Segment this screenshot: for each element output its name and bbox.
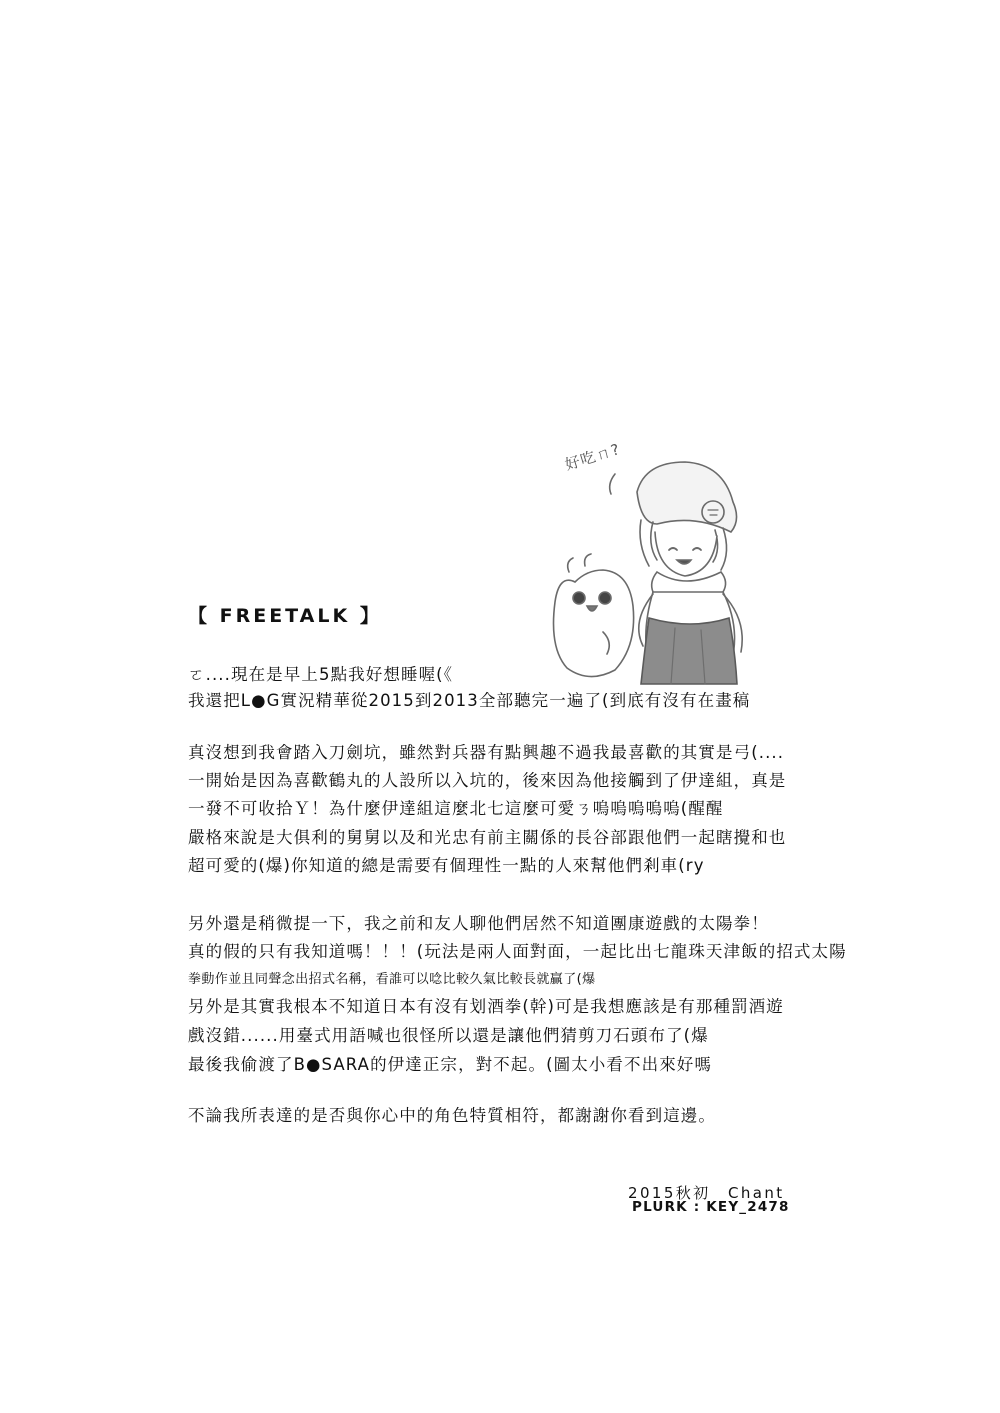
text-line: 拳動作並且同聲念出招式名稱，看誰可以唸比較久氣比較長就贏了(爆 <box>188 972 596 987</box>
text-line: 另外是其實我根本不知道日本有沒有划酒拳(幹)可是我想應該是有那種罰酒遊 <box>188 997 784 1016</box>
signature-plurk-id: PLURK : KEY_2478 <box>632 1199 790 1215</box>
text-line: 嚴格來說是大俱利的舅舅以及和光忠有前主關係的長谷部跟他們一起瞎攪和也 <box>188 828 787 847</box>
speech-tail <box>610 474 615 494</box>
page-title: 【 FREETALK 】 <box>188 605 382 627</box>
text-line: ㄛ....現在是早上5點我好想睡喔(《 <box>188 665 454 684</box>
text-line: 一發不可收拾Ｙ！為什麼伊達組這麼北七這麼可愛ㄋ嗚嗚嗚嗚嗚(醒醒 <box>188 799 724 818</box>
character-hat <box>637 462 737 532</box>
text-line: 真的假的只有我知道嗎！！！(玩法是兩人面對面，一起比出七龍珠天津飯的招式太陽 <box>188 942 847 961</box>
signature-date-author: 2015秋初 Chant <box>628 1184 785 1202</box>
text-line: 最後我偷渡了B●SARA的伊達正宗，對不起。(圖太小看不出來好嗎 <box>188 1055 713 1074</box>
text-line: 真沒想到我會踏入刀劍坑，雖然對兵器有點興趣不過我最喜歡的其實是弓(.... <box>188 743 785 762</box>
chibi-illustration <box>545 432 785 692</box>
speech-text: 好吃ㄇ? <box>562 440 623 474</box>
text-line: 一開始是因為喜歡鶴丸的人設所以入坑的，後來因為他接觸到了伊達組，真是 <box>188 771 787 790</box>
owl-body <box>554 570 634 677</box>
owl-eye-left <box>573 592 585 604</box>
owl-eye-right <box>599 592 611 604</box>
text-line: 不論我所表達的是否與你心中的角色特質相符，都謝謝你看到這邊。 <box>188 1106 716 1125</box>
text-line: 超可愛的(爆)你知道的總是需要有個理性一點的人來幫他們剎車(ry <box>188 856 705 875</box>
text-line: 我還把L●G實況精華從2015到2013全部聽完一遍了(到底有沒有在畫稿 <box>188 691 751 710</box>
text-line: 另外還是稍微提一下，我之前和友人聊他們居然不知道團康遊戲的太陽拳！ <box>188 914 769 933</box>
character-hakama <box>641 618 737 684</box>
text-line: 戲沒錯......用臺式用語喊也很怪所以還是讓他們猜剪刀石頭布了(爆 <box>188 1026 709 1045</box>
character-face <box>655 532 717 576</box>
